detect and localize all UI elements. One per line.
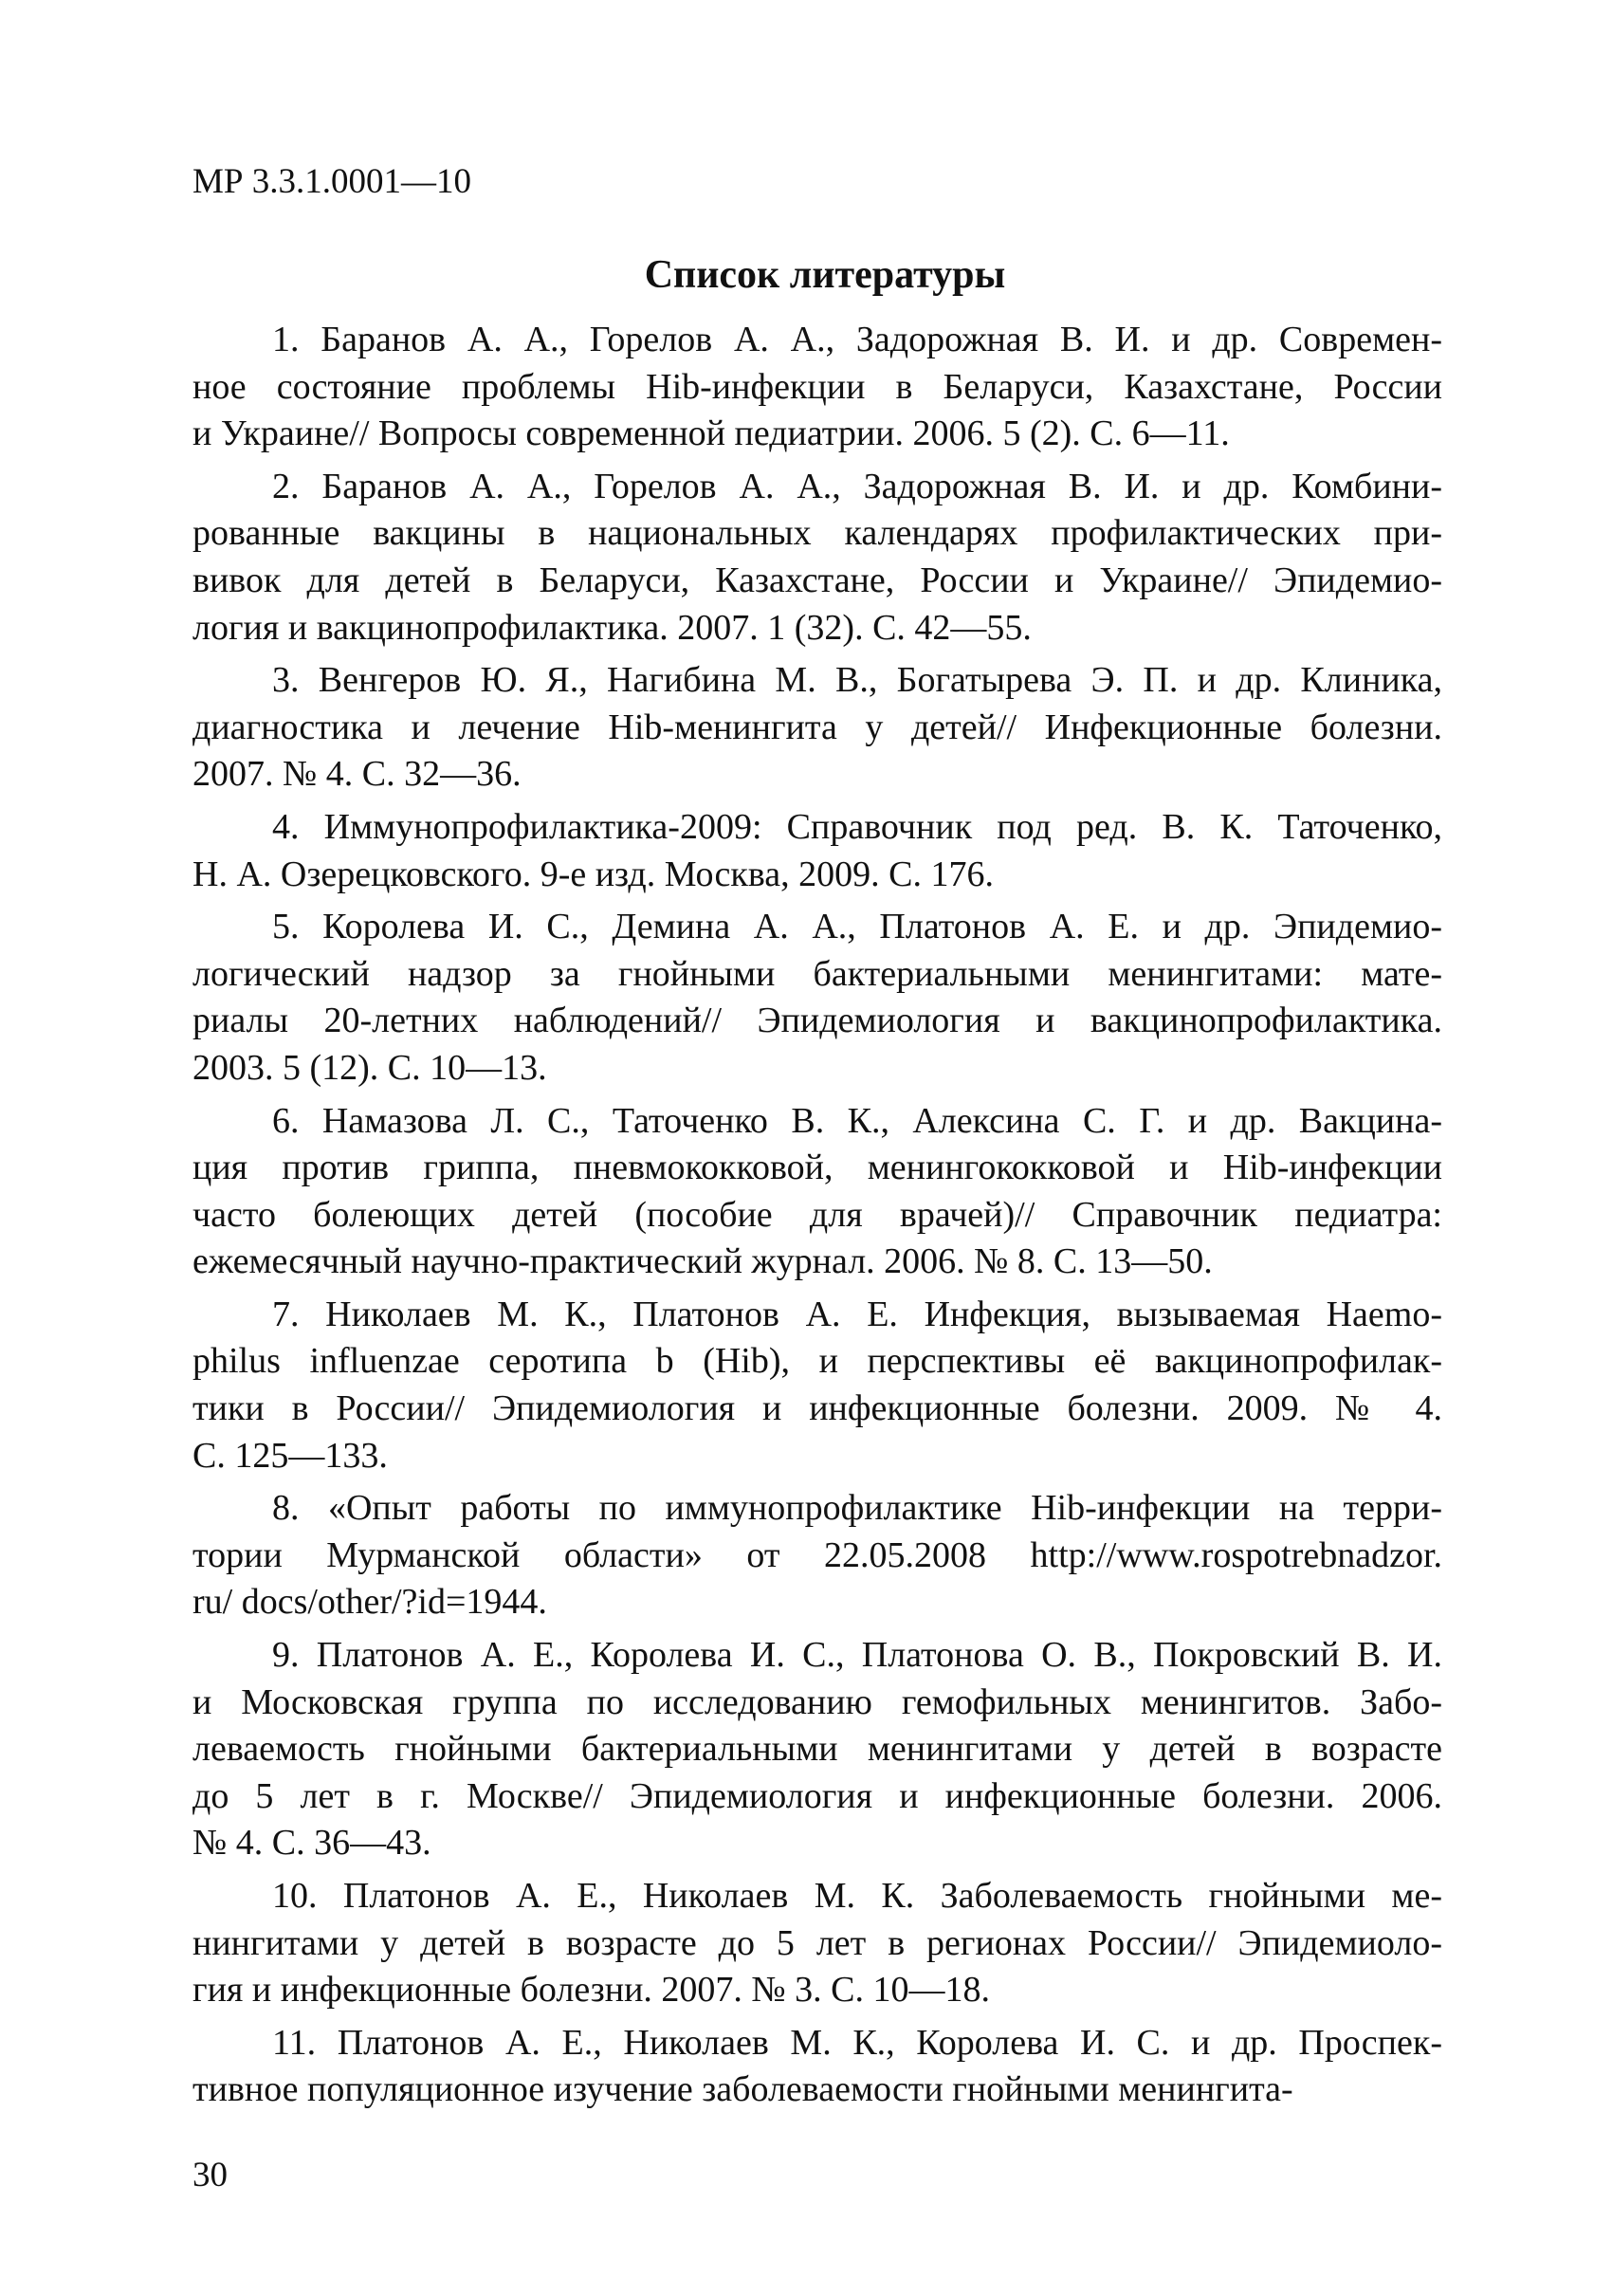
reference-line: ция против гриппа, пневмококковой, менингококковой и Hib-инфекции xyxy=(192,1148,1442,1188)
reference-line: и Украине// Вопросы современной педиатрии. 2006. 5 (2). С. 6—11. xyxy=(192,413,1230,454)
reference-line: часто болеющих детей (пособие для врачей)// Справочник педиатра: xyxy=(192,1194,1442,1235)
reference-item xyxy=(192,804,1442,898)
reference-first-line: 6. Намазова Л. С., Таточенко В. К., Алексина С. Г. и др. Вакцина- xyxy=(272,1100,1442,1141)
reference-line: тории Мурманской области» от 22.05.2008 http://www.rospotrebnadzor. xyxy=(192,1534,1442,1575)
reference-item xyxy=(192,1632,1442,1867)
reference-first-line: 3. Венгеров Ю. Я., Нагибина М. В., Богатырева Э. П. и др. Клиника, xyxy=(272,660,1442,701)
reference-line: ежемесячный научно-практический журнал. 2006. № 8. С. 13—50. xyxy=(192,1241,1213,1282)
page-number: 30 xyxy=(192,2156,228,2195)
reference-line: логический надзор за гнойными бактериальными менингитами: мате- xyxy=(192,953,1442,994)
reference-line: С. 125—133. xyxy=(192,1435,388,1476)
reference-item xyxy=(192,1292,1442,1479)
section-title: Список литературы xyxy=(644,253,1006,297)
reference-line: тики в России// Эпидемиология и инфекционные болезни. 2009. № 4. xyxy=(192,1388,1442,1429)
reference-line: ное состояние проблемы Hib-инфекции в Беларуси, Казахстане, России xyxy=(192,366,1442,407)
reference-line: и Московская группа по исследованию гемофильных менингитов. Забо- xyxy=(192,1681,1442,1722)
reference-line: Н. А. Озерецковского. 9-е изд. Москва, 2009. С. 176. xyxy=(192,854,994,894)
reference-line: логия и вакцинопрофилактика. 2007. 1 (32). С. 42—55. xyxy=(192,607,1032,648)
reference-item xyxy=(192,1098,1442,1286)
reference-line: леваемость гнойными бактериальными менингитами у детей в возрасте xyxy=(192,1729,1442,1770)
reference-first-line: 2. Баранов А. А., Горелов А. А., Задорожная В. И. и др. Комбини- xyxy=(272,466,1442,506)
reference-first-line: 4. Иммунопрофилактика-2009: Справочник под ред. В. К. Таточенко, xyxy=(272,806,1442,847)
reference-item xyxy=(192,317,1442,458)
reference-line: нингитами у детей в возрасте до 5 лет в регионах России// Эпидемиоло- xyxy=(192,1922,1442,1963)
reference-item xyxy=(192,1485,1442,1626)
reference-item xyxy=(192,464,1442,652)
reference-line: philus influenzae серотипа b (Hib), и перспективы её вакцинопрофилак- xyxy=(192,1341,1442,1382)
reference-line: вивок для детей в Беларуси, Казахстане, России и Украине// Эпидемио- xyxy=(192,560,1442,600)
reference-line: диагностика и лечение Hib-менингита у детей// Инфекционные болезни. xyxy=(192,707,1442,747)
reference-line: риалы 20-летних наблюдений// Эпидемиология и вакцинопрофилактика. xyxy=(192,1001,1442,1041)
reference-item xyxy=(192,1873,1442,2014)
reference-line: ru/ docs/other/?id=1944. xyxy=(192,1582,547,1623)
reference-line: тивное популяционное изучение заболеваемости гнойными менингита- xyxy=(192,2069,1293,2110)
reference-first-line: 1. Баранов А. А., Горелов А. А., Задорожная В. И. и др. Современ- xyxy=(272,320,1442,359)
reference-first-line: 5. Королева И. С., Демина А. А., Платонов А. Е. и др. Эпидемио- xyxy=(272,907,1442,947)
reference-first-line: 9. Платонов А. Е., Королева И. С., Платонова О. В., Покровский В. И. xyxy=(272,1635,1442,1676)
reference-item xyxy=(192,904,1442,1092)
reference-line: рованные вакцины в национальных календарях профилактических при- xyxy=(192,513,1442,554)
reference-line: 2007. № 4. С. 32—36. xyxy=(192,754,522,795)
reference-item xyxy=(192,2020,1442,2114)
reference-first-line: 11. Платонов А. Е., Николаев М. К., Королева И. С. и др. Проспек- xyxy=(272,2022,1442,2063)
reference-first-line: 8. «Опыт работы по иммунопрофилактике Hib-инфекции на терри- xyxy=(272,1488,1442,1529)
reference-first-line: 10. Платонов А. Е., Николаев М. К. Заболеваемость гнойными ме- xyxy=(272,1876,1442,1916)
document-code-header: МР 3.3.1.0001—10 xyxy=(192,162,471,201)
reference-item xyxy=(192,657,1442,799)
reference-line: № 4. С. 36—43. xyxy=(192,1823,431,1864)
reference-list xyxy=(192,317,1442,2114)
reference-line: гия и инфекционные болезни. 2007. № 3. С. 10—18. xyxy=(192,1970,991,2011)
reference-line: 2003. 5 (12). С. 10—13. xyxy=(192,1047,547,1088)
reference-first-line: 7. Николаев М. К., Платонов А. Е. Инфекция, вызываемая Haemo- xyxy=(272,1294,1442,1334)
reference-line: до 5 лет в г. Москве// Эпидемиология и инфекционные болезни. 2006. xyxy=(192,1775,1442,1816)
